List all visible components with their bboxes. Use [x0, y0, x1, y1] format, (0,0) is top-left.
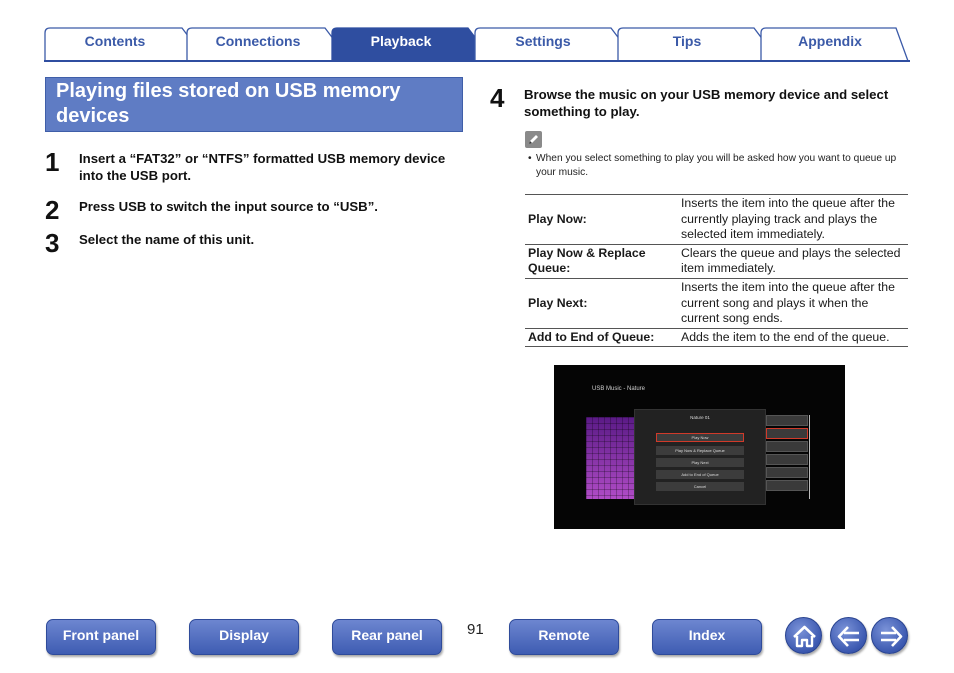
front-panel-button[interactable]: Front panel	[46, 619, 156, 655]
device-screen-screenshot	[554, 365, 845, 529]
step-text: Insert a “FAT32” or “NTFS” formatted USB memory device into the USB port.	[79, 151, 446, 183]
step-text: Press USB to switch the input source to “USB”.	[79, 199, 378, 214]
tab-appendix[interactable]: Appendix	[798, 33, 862, 49]
option-name: Play Now:	[525, 195, 678, 245]
tab-playback[interactable]: Playback	[370, 33, 432, 49]
home-icon[interactable]	[785, 617, 822, 654]
cancel-button: Cancel	[656, 482, 744, 491]
tab-connections[interactable]: Connections	[215, 33, 301, 49]
forward-arrow-icon[interactable]	[871, 617, 908, 654]
play-next-button: Play Next	[656, 458, 744, 467]
add-to-end-button: Add to End of Queue	[656, 470, 744, 479]
play-now-button: Play Now	[656, 433, 744, 442]
tab-contents[interactable]: Contents	[84, 33, 146, 49]
scrollbar	[809, 415, 810, 499]
step-number: 3	[45, 228, 60, 258]
queue-options-table	[525, 194, 908, 347]
list-item	[766, 454, 808, 465]
note-body: When you select something to play you will be asked how you want to queue up your music.	[536, 153, 897, 178]
queue-popup	[634, 409, 766, 505]
index-button[interactable]: Index	[652, 619, 762, 655]
list-item	[766, 480, 808, 491]
note-bullet: •	[528, 153, 532, 164]
option-name: Play Now & Replace Queue:	[525, 244, 678, 278]
list-item	[766, 415, 808, 426]
list-item	[766, 467, 808, 478]
table-row	[525, 244, 908, 278]
step-number: 2	[45, 195, 60, 225]
popup-title: Nature 01	[690, 415, 710, 420]
remote-button[interactable]: Remote	[509, 619, 619, 655]
option-description: Inserts the item into the queue after the current song and plays it when the current song ends.	[678, 278, 908, 328]
note-text	[528, 152, 898, 180]
track-list	[766, 415, 808, 493]
table-row	[525, 328, 908, 347]
back-arrow-icon[interactable]	[830, 617, 867, 654]
option-name: Add to End of Queue:	[525, 328, 678, 347]
option-name: Play Next:	[525, 278, 678, 328]
option-description: Clears the queue and plays the selected item immediately.	[678, 244, 908, 278]
section-heading: Playing files stored on USB memory devices	[45, 77, 463, 132]
display-button[interactable]: Display	[189, 619, 299, 655]
step-number: 1	[45, 147, 60, 177]
play-now-replace-button: Play Now & Replace Queue	[656, 446, 744, 455]
option-description: Inserts the item into the queue after the currently playing track and plays the selected item immediately.	[678, 195, 908, 245]
album-art-pattern	[586, 417, 634, 499]
step-text: Select the name of this unit.	[79, 232, 255, 247]
list-item	[766, 428, 808, 439]
page-number: 91	[467, 621, 484, 638]
rear-panel-button[interactable]: Rear panel	[332, 619, 442, 655]
screen-title: USB Music - Nature	[592, 386, 646, 392]
list-item	[766, 441, 808, 452]
tab-tips[interactable]: Tips	[672, 33, 702, 49]
table-row	[525, 195, 908, 245]
tab-bar	[44, 27, 910, 63]
pencil-icon	[525, 131, 542, 148]
table-row	[525, 278, 908, 328]
tab-settings[interactable]: Settings	[515, 33, 571, 49]
option-description: Adds the item to the end of the queue.	[678, 328, 908, 347]
step-number: 4	[490, 83, 505, 113]
step-text: Browse the music on your USB memory device and select something to play.	[524, 87, 889, 119]
